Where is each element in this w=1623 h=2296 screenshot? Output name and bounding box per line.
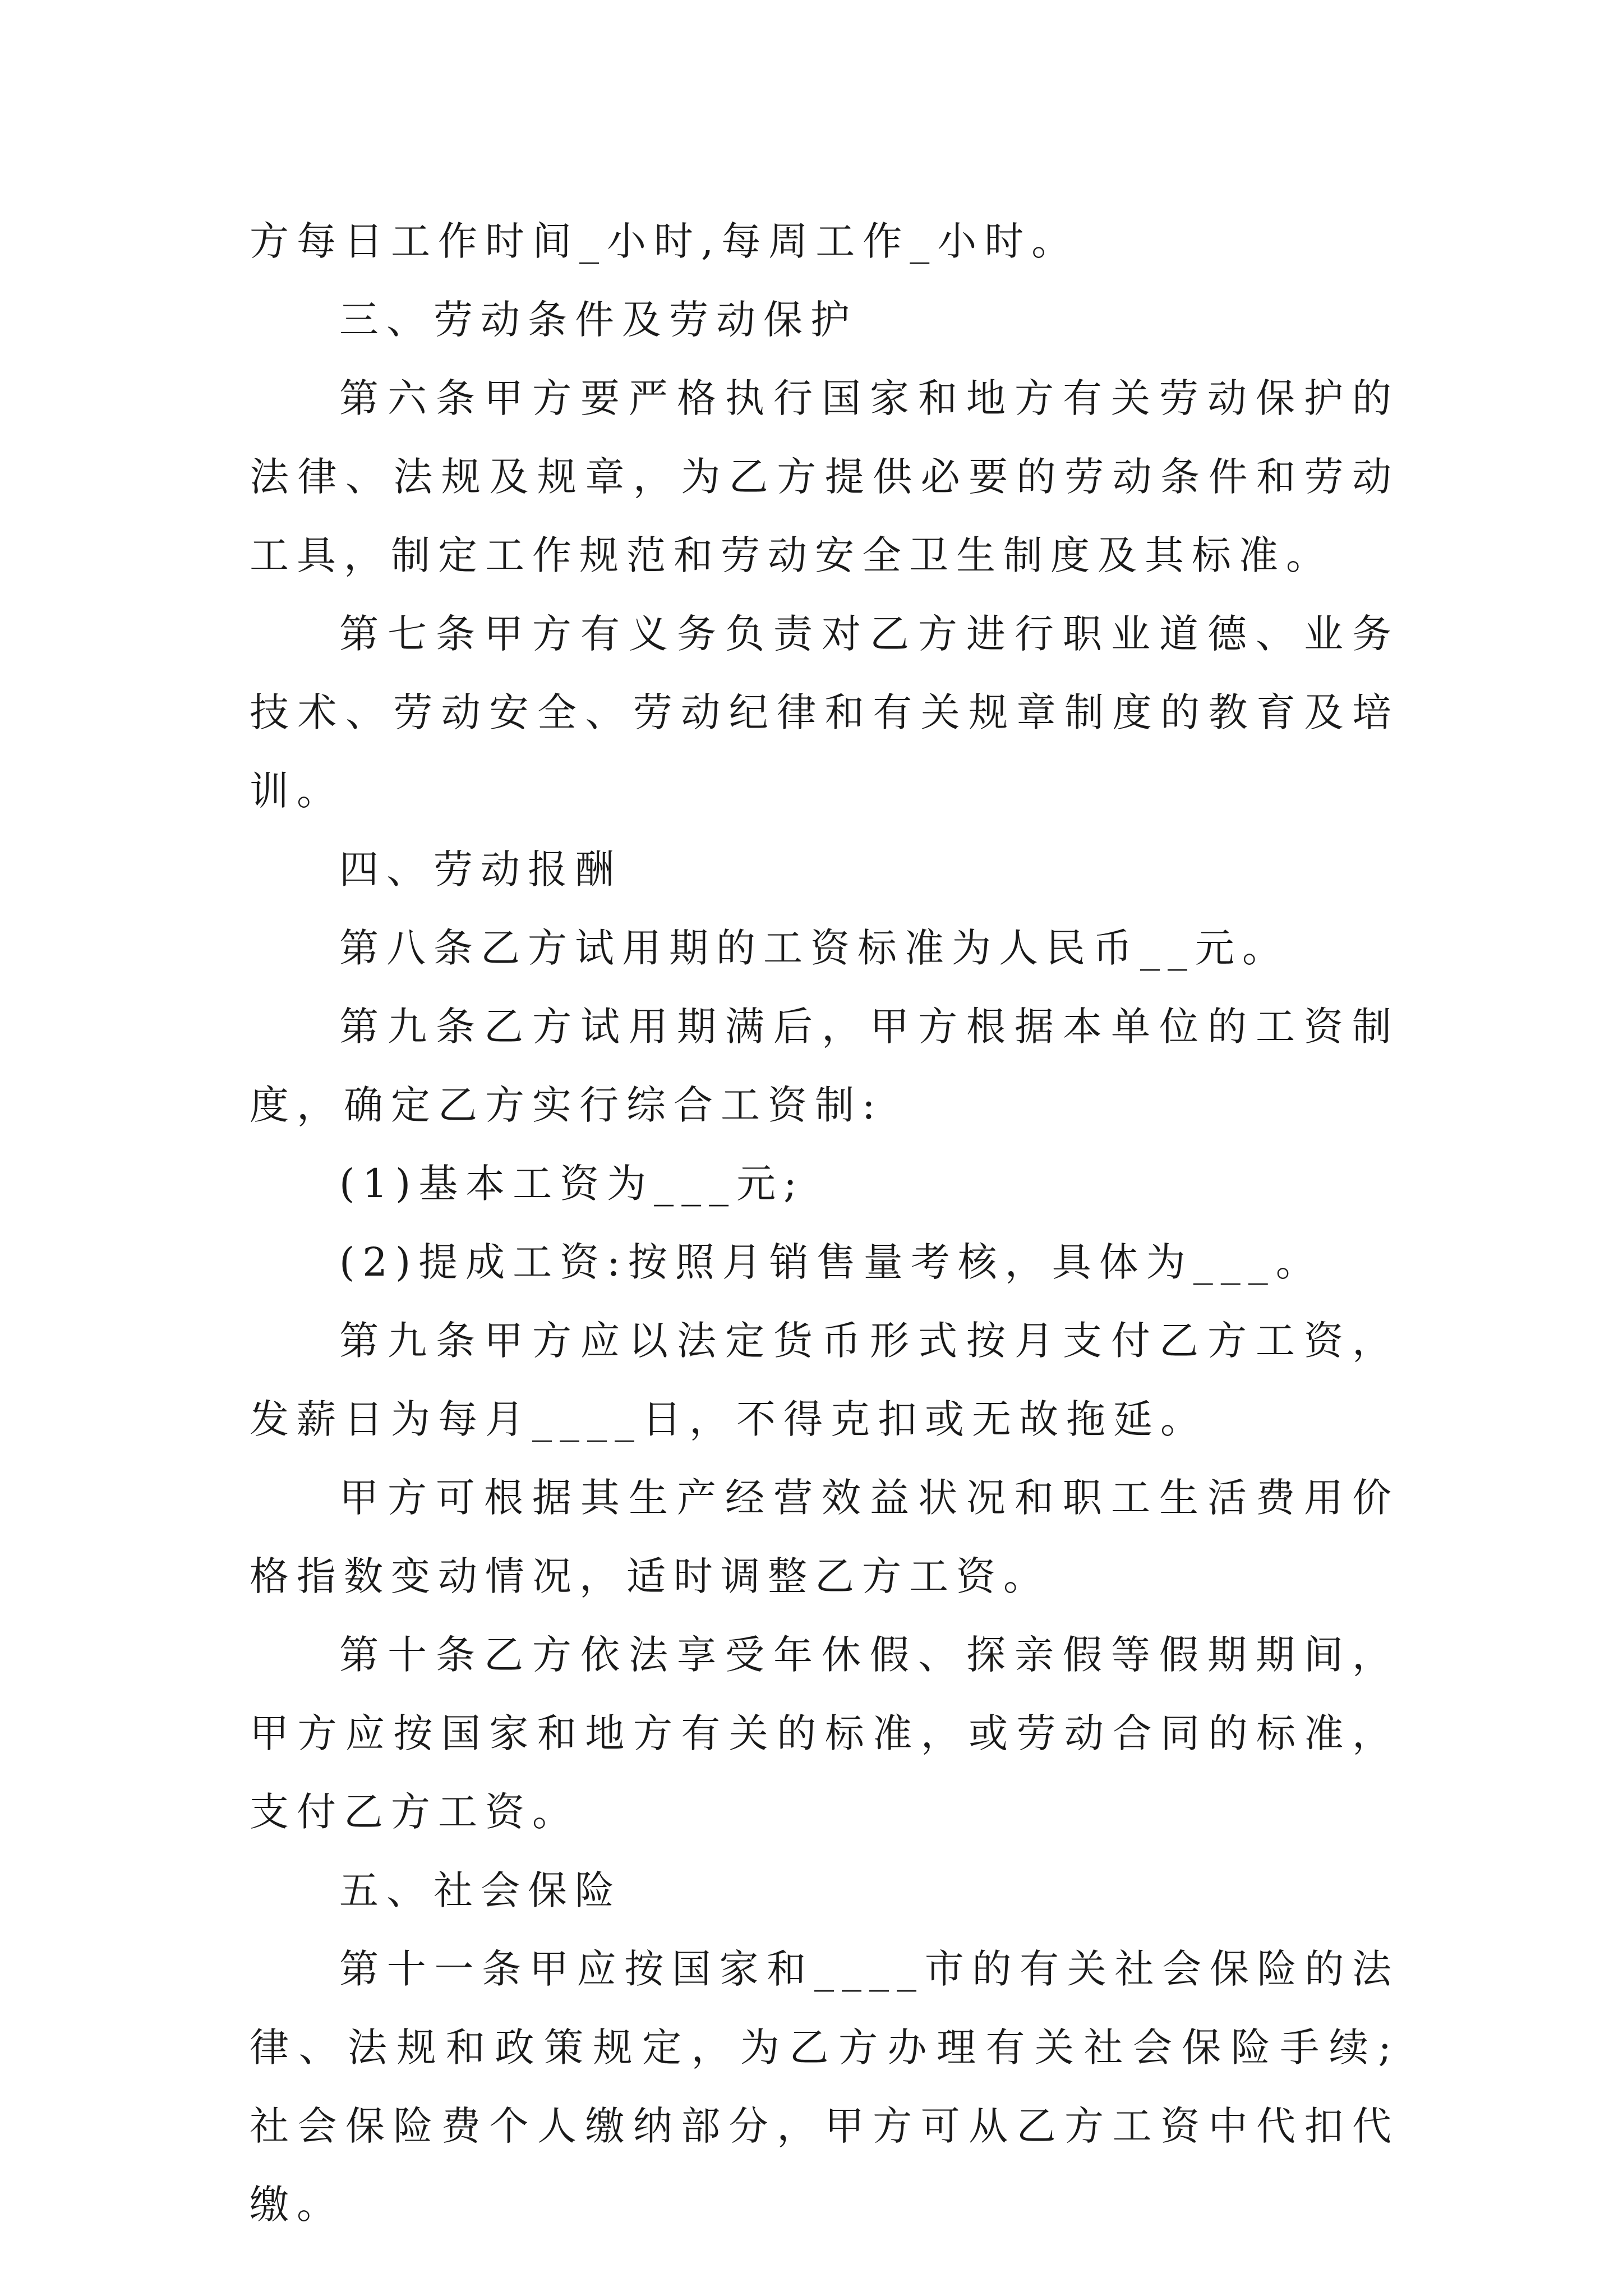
list-item-commission: (2)提成工资:按照月销售量考核，具体为___。 bbox=[339, 1239, 1323, 1285]
paragraph-article-6: 第六条甲方要严格执行国家和地方有关劳动保护的法律、法规及规章，为乙方提供必要的劳动条件和劳动工具，制定工作规范和劳动安全卫生制度及其标准。 bbox=[250, 375, 1399, 578]
paragraph-article-9: 第九条乙方试用期满后，甲方根据本单位的工资制度，确定乙方实行综合工资制: bbox=[250, 1004, 1399, 1128]
paragraph-article-8: 第八条乙方试用期的工资标准为人民币__元。 bbox=[339, 925, 1289, 971]
document-body bbox=[250, 202, 1399, 2244]
paragraph-article-11: 第十一条甲应按国家和____市的有关社会保险的法律、法规和政策规定，为乙方办理有关社会保险手续;社会保险费个人缴纳部分，甲方可从乙方工资中代扣代缴。 bbox=[250, 1946, 1399, 2228]
paragraph-article-7: 第七条甲方有义务负责对乙方进行职业道德、业务技术、劳动安全、劳动纪律和有关规章制度的教育及培训。 bbox=[250, 611, 1399, 814]
section-heading-social-insurance: 五、社会保险 bbox=[339, 1867, 622, 1913]
paragraph-hours-continued: 方每日工作时间_小时,每周工作_小时。 bbox=[250, 218, 1079, 264]
section-heading-labor-conditions: 三、劳动条件及劳动保护 bbox=[339, 297, 857, 343]
paragraph-salary-adjustment: 甲方可根据其生产经营效益状况和职工生活费用价格指数变动情况，适时调整乙方工资。 bbox=[250, 1475, 1399, 1599]
section-heading-remuneration: 四、劳动报酬 bbox=[339, 846, 622, 892]
paragraph-article-10: 第十条乙方依法享受年休假、探亲假等假期期间，甲方应按国家和地方有关的标准，或劳动合同的标准，支付乙方工资。 bbox=[250, 1632, 1399, 1835]
list-item-base-salary: (1)基本工资为___元; bbox=[339, 1161, 805, 1207]
paragraph-article-9-payment: 第九条甲方应以法定货币形式按月支付乙方工资，发薪日为每月____日，不得克扣或无故拖延。 bbox=[250, 1318, 1399, 1442]
